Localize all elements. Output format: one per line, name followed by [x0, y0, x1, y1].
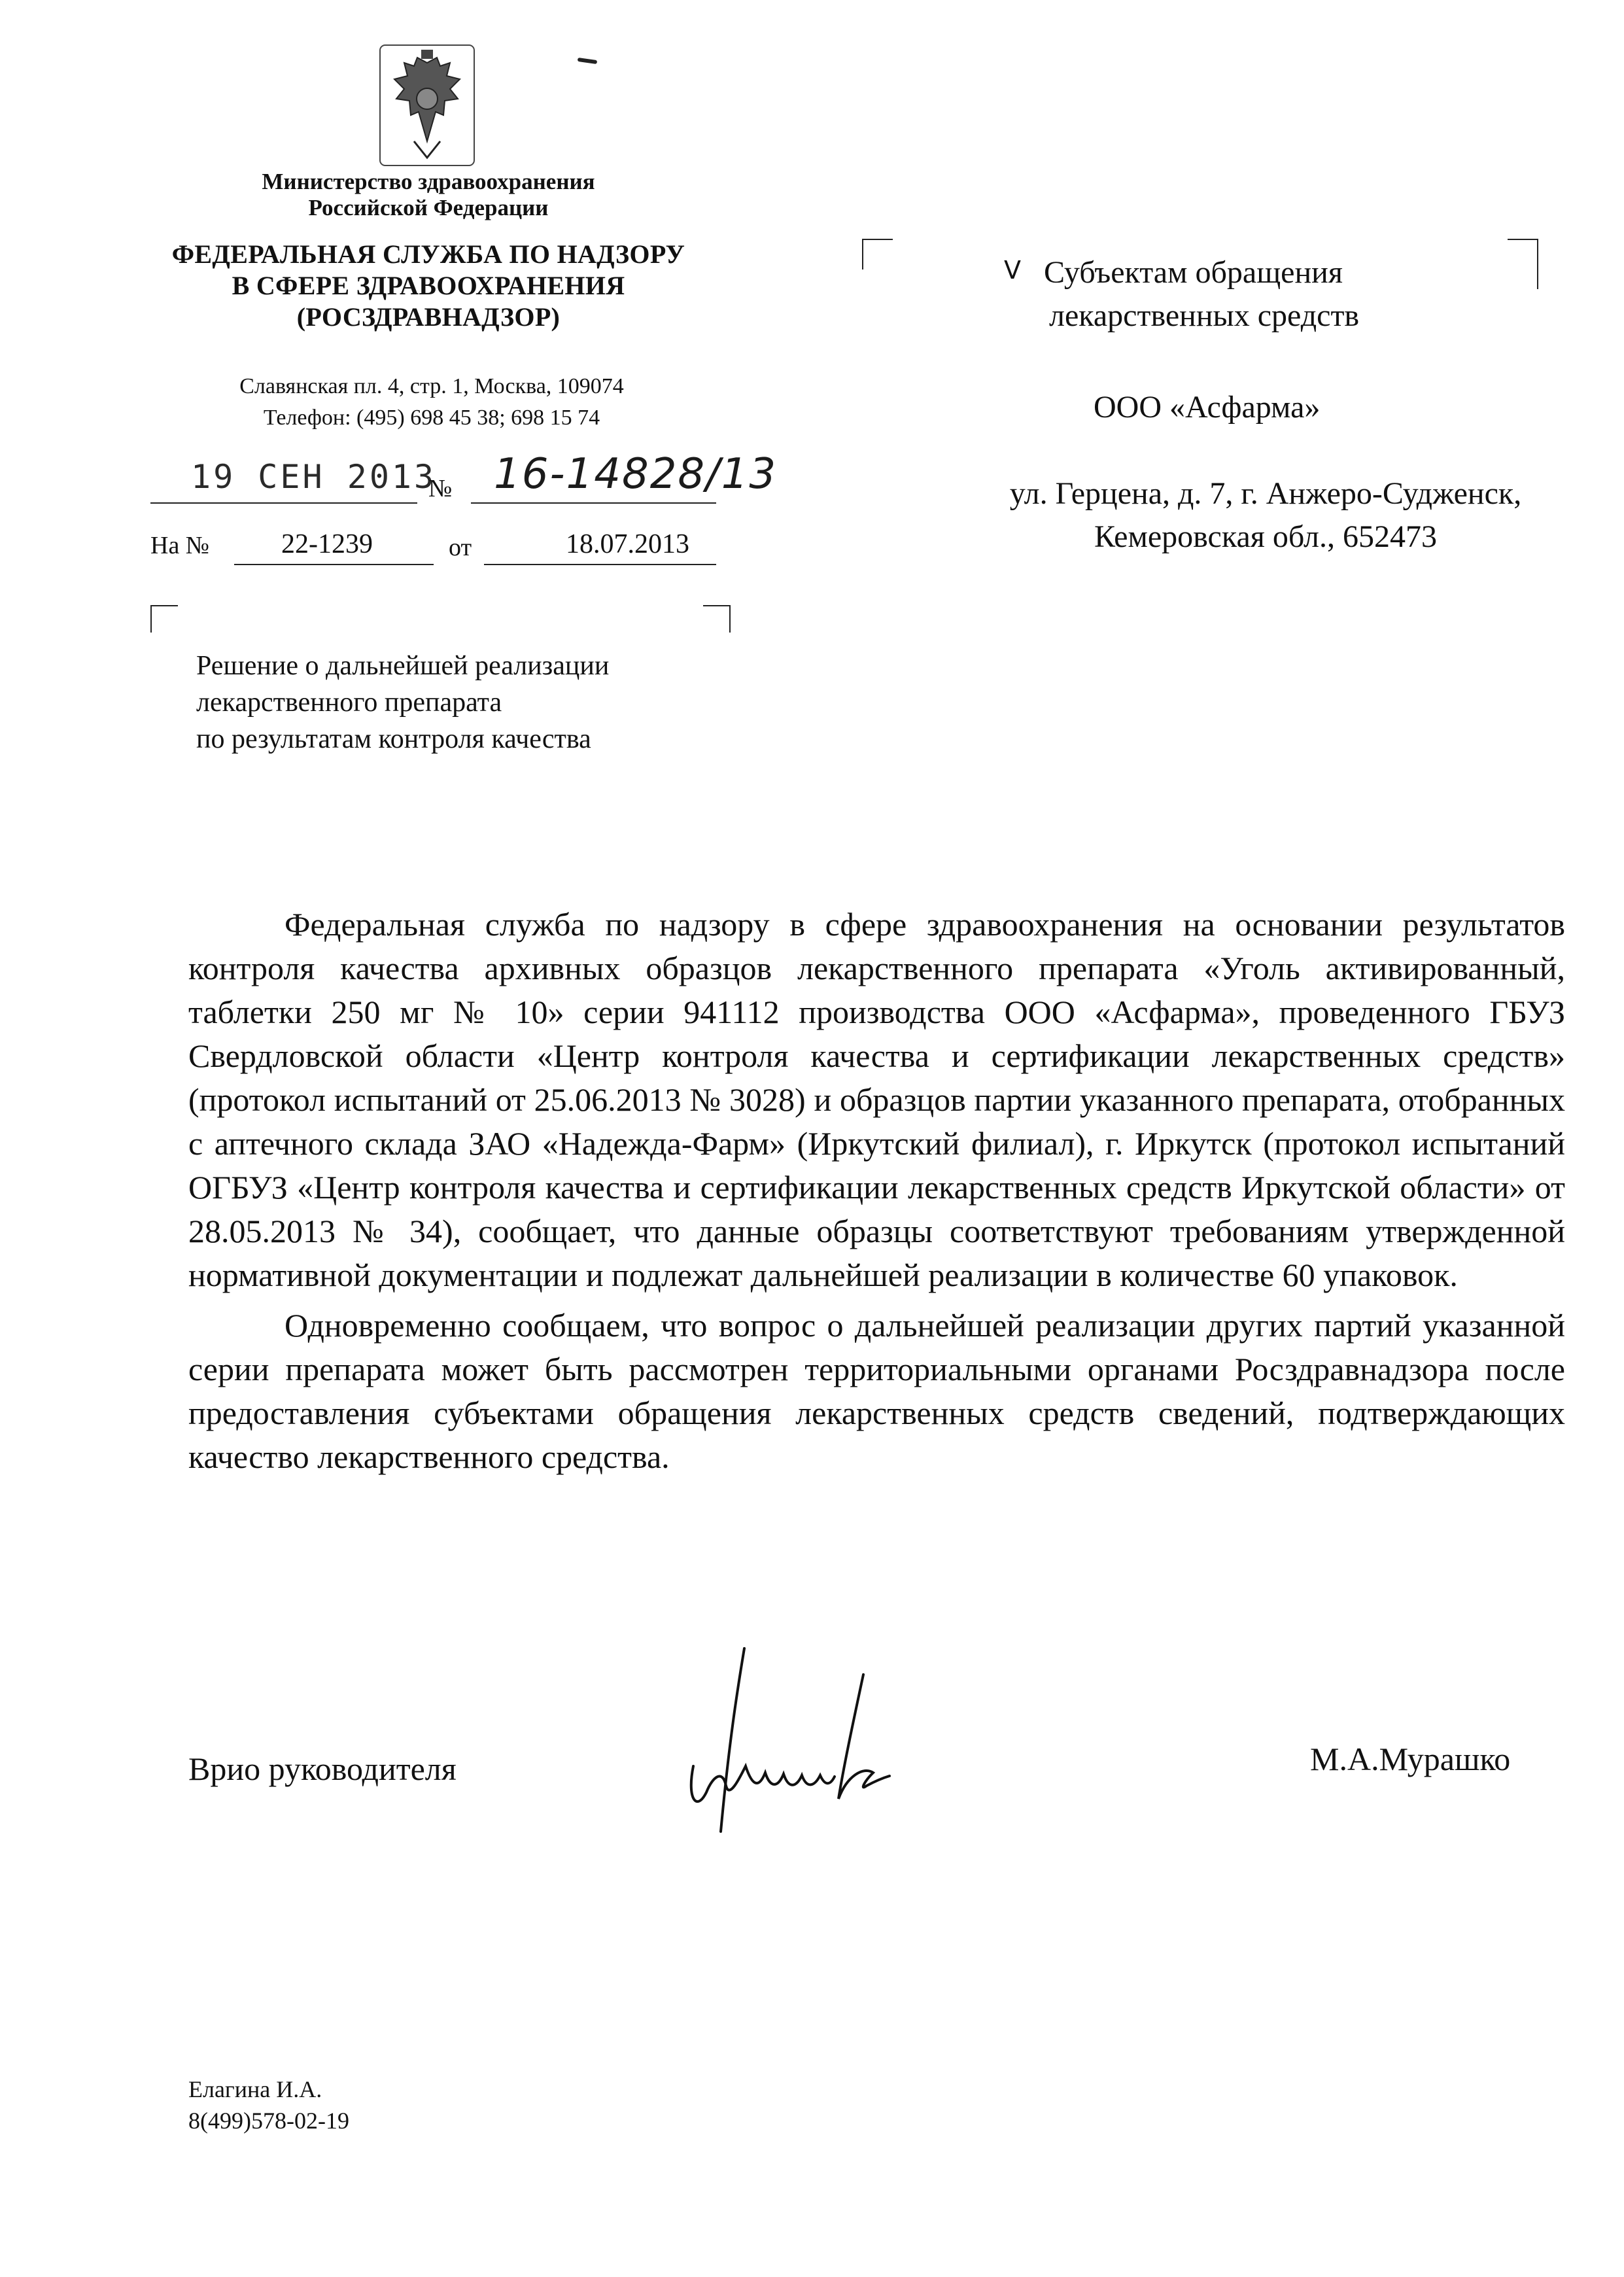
subject-corner-right — [703, 605, 731, 633]
signatory-name: М.А.Мурашко — [1310, 1741, 1511, 1777]
ministry-line-1: Министерство здравоохранения — [262, 169, 595, 194]
letter-subject — [196, 648, 719, 757]
body-paragraph-1: Федеральная служба по надзору в сфере здравоохранения на основании результатов контроля качества архивных образцов лекарственного препарата «Уголь активированный, таблетки 250 мг № 10» серии 941112 производства ООО «Асфарма», проведенного ГБУЗ Свердловской области «Центр контроля качества и сертификации лекарственных средств» (протокол испытаний от 25.06.2013 № 3028) и образцов партии указанного препарата, отобранных с аптечного склада ЗАО «Надежда-Фарм» (Иркутский филиал), г. Иркутск (протокол испытаний ОГБУЗ «Центр контроля качества и сертификации лекарственных средств Иркутской области» от 28.05.2013 № 34), сообщает, что данные образцы соответствуют требованиям утвержденной нормативной документации и подлежат дальнейшей реализации в количестве 60 упаковок. — [188, 906, 1565, 1293]
signatory-position: Врио руководителя — [188, 1750, 457, 1787]
date-underline — [150, 501, 417, 504]
executor-phone: 8(499)578-02-19 — [188, 2108, 349, 2134]
subject-line-1: Решение о дальнейшей реализации — [196, 651, 610, 681]
coat-of-arms-emblem — [378, 43, 476, 167]
letter-body — [188, 903, 1565, 1479]
handwritten-number: 16-14828/13 — [494, 450, 778, 498]
recipient-line-1: Субъектам обращения — [1044, 255, 1343, 290]
pen-mark — [578, 58, 598, 64]
recipient-line-2: лекарственных средств — [1049, 298, 1360, 333]
ref-date: 18.07.2013 — [566, 529, 689, 559]
recipient-address-line-1: ул. Герцена, д. 7, г. Анжеро-Судженск, — [1009, 476, 1522, 511]
service-phone: Телефон: (495) 698 45 38; 698 15 74 — [263, 406, 600, 430]
subject-line-3: по результатам контроля качества — [196, 724, 591, 754]
executor-block — [188, 2074, 349, 2136]
ministry-name — [150, 169, 706, 221]
recipient-block — [1044, 251, 1359, 338]
ministry-line-2: Российской Федерации — [308, 195, 549, 220]
executor-name: Елагина И.А. — [188, 2076, 322, 2102]
service-contacts — [183, 371, 680, 434]
subject-corner-left — [150, 605, 178, 633]
service-line-1: ФЕДЕРАЛЬНАЯ СЛУЖБА ПО НАДЗОРУ — [171, 239, 685, 269]
date-stamp: 19 СЕН 2013 — [191, 458, 437, 496]
handwritten-signature — [667, 1635, 929, 1851]
subject-line-2: лекарственного препарата — [196, 687, 502, 718]
recipient-address — [929, 472, 1602, 559]
recipient-address-line-2: Кемеровская обл., 652473 — [1094, 519, 1437, 554]
service-address: Славянская пл. 4, стр. 1, Москва, 109074 — [239, 374, 624, 398]
recipient-corner-right — [1508, 239, 1538, 289]
recipient-check-mark: V — [1004, 256, 1021, 285]
number-underline — [471, 501, 716, 504]
ref-from-label: от — [449, 534, 472, 561]
ref-number-underline — [234, 563, 434, 565]
ref-number: 22-1239 — [281, 529, 373, 559]
service-line-3: (РОСЗДРАВНАДЗОР) — [296, 302, 561, 332]
recipient-corner-left — [862, 239, 893, 269]
service-name — [144, 239, 713, 333]
number-label: № — [428, 475, 453, 502]
ref-label: На № — [150, 532, 210, 559]
recipient-company: ООО «Асфарма» — [1094, 390, 1321, 425]
ref-date-underline — [484, 563, 716, 565]
service-line-2: В СФЕРЕ ЗДРАВООХРАНЕНИЯ — [232, 271, 625, 300]
body-paragraph-2: Одновременно сообщаем, что вопрос о дальнейшей реализации других партий указанной серии препарата может быть рассмотрен территориальными органами Росздравнадзора после предоставления субъектами обращения лекарственных средств сведений, подтверждающих качество лекарственного средства. — [188, 1307, 1565, 1475]
